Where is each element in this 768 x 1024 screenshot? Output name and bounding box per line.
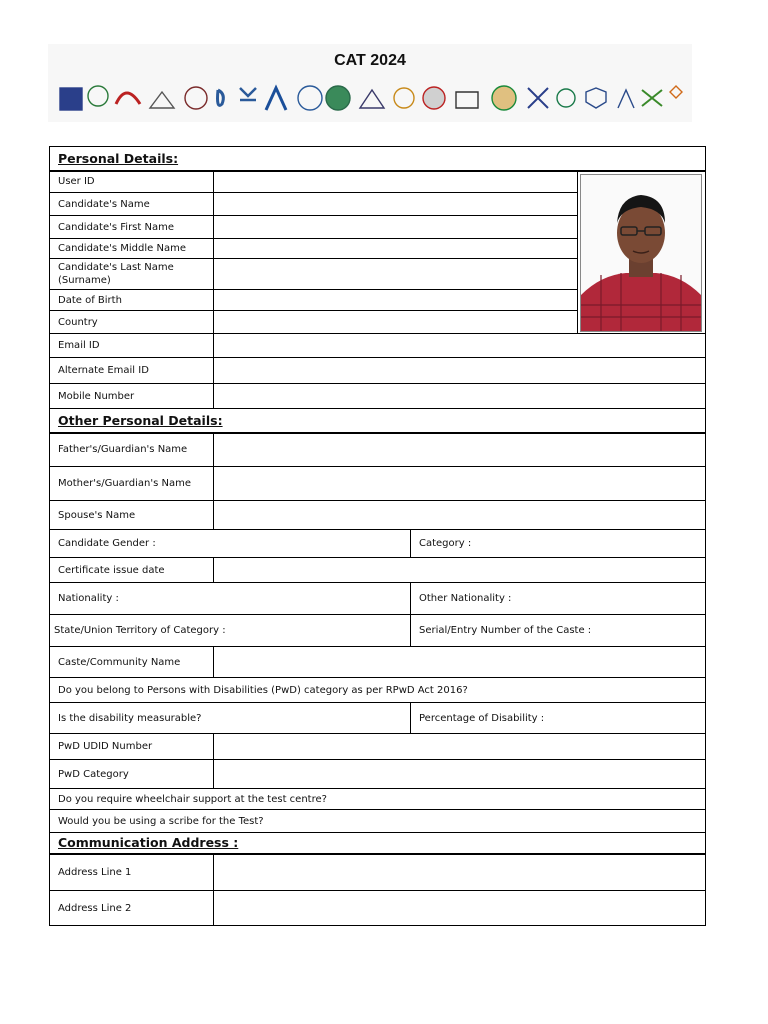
email-label: Email ID: [50, 334, 214, 358]
mother-label: Mother's/Guardian's Name: [50, 467, 214, 501]
gender-field[interactable]: Candidate Gender :: [50, 530, 411, 558]
wheelchair-question[interactable]: Do you require wheelchair support at the test centre?: [50, 789, 706, 810]
other-details-heading: Other Personal Details:: [50, 409, 706, 433]
first-name-label: Candidate's First Name: [50, 216, 214, 239]
caste-value[interactable]: [214, 647, 706, 678]
middle-name-value[interactable]: [214, 239, 578, 259]
scribe-question[interactable]: Would you be using a scribe for the Test?: [50, 810, 706, 833]
address-heading: Communication Address :: [50, 833, 706, 854]
iim-logos-strip: [58, 78, 688, 118]
udid-label: PwD UDID Number: [50, 734, 214, 760]
caste-label: Caste/Community Name: [50, 647, 214, 678]
mobile-label: Mobile Number: [50, 384, 214, 409]
user-id-label: User ID: [50, 171, 214, 193]
person-photo-icon: [581, 175, 701, 331]
dob-label: Date of Birth: [50, 290, 214, 311]
header-banner: [48, 44, 692, 122]
pwd-category-label: PwD Category: [50, 760, 214, 789]
address-line1-label: Address Line 1: [50, 854, 214, 891]
logos-icon: [58, 78, 688, 118]
last-name-label-line2: (Surname): [58, 275, 111, 286]
dob-value[interactable]: [214, 290, 578, 311]
country-value[interactable]: [214, 311, 578, 334]
state-field[interactable]: State/Union Territory of Category :: [50, 615, 411, 647]
father-value[interactable]: [214, 433, 706, 467]
serial-field[interactable]: Serial/Entry Number of the Caste :: [411, 615, 706, 647]
alt-email-value[interactable]: [214, 358, 706, 384]
first-name-value[interactable]: [214, 216, 578, 239]
cert-date-label: Certificate issue date: [50, 558, 214, 583]
country-label: Country: [50, 311, 214, 334]
personal-details-heading: Personal Details:: [50, 147, 706, 171]
middle-name-label: Candidate's Middle Name: [50, 239, 214, 259]
last-name-label: [50, 259, 214, 290]
address-line2-value[interactable]: [214, 891, 706, 926]
spouse-label: Spouse's Name: [50, 501, 214, 530]
measurable-field[interactable]: Is the disability measurable?: [50, 703, 411, 734]
photo-cell: [578, 171, 706, 334]
mobile-value[interactable]: [214, 384, 706, 409]
last-name-label-line1: Candidate's Last Name: [58, 262, 174, 273]
address-line2-label: Address Line 2: [50, 891, 214, 926]
last-name-value[interactable]: [214, 259, 578, 290]
udid-value[interactable]: [214, 734, 706, 760]
candidate-name-label: Candidate's Name: [50, 193, 214, 216]
address-line1-value[interactable]: [214, 854, 706, 891]
cert-date-value[interactable]: [214, 558, 706, 583]
other-nationality-field[interactable]: Other Nationality :: [411, 583, 706, 615]
candidate-name-value[interactable]: [214, 193, 578, 216]
category-field[interactable]: Category :: [411, 530, 706, 558]
user-id-value[interactable]: [214, 171, 578, 193]
alt-email-label: Alternate Email ID: [50, 358, 214, 384]
application-form: [49, 146, 705, 926]
pwd-category-value[interactable]: [214, 760, 706, 789]
spouse-value[interactable]: [214, 501, 706, 530]
mother-value[interactable]: [214, 467, 706, 501]
father-label: Father's/Guardian's Name: [50, 433, 214, 467]
page-title: CAT 2024: [334, 52, 406, 69]
pwd-question[interactable]: Do you belong to Persons with Disabilities (PwD) category as per RPwD Act 2016?: [50, 678, 706, 703]
nationality-field[interactable]: Nationality :: [50, 583, 411, 615]
candidate-photo: [580, 174, 702, 332]
form-table: [49, 146, 706, 926]
email-value[interactable]: [214, 334, 706, 358]
percentage-field[interactable]: Percentage of Disability :: [411, 703, 706, 734]
